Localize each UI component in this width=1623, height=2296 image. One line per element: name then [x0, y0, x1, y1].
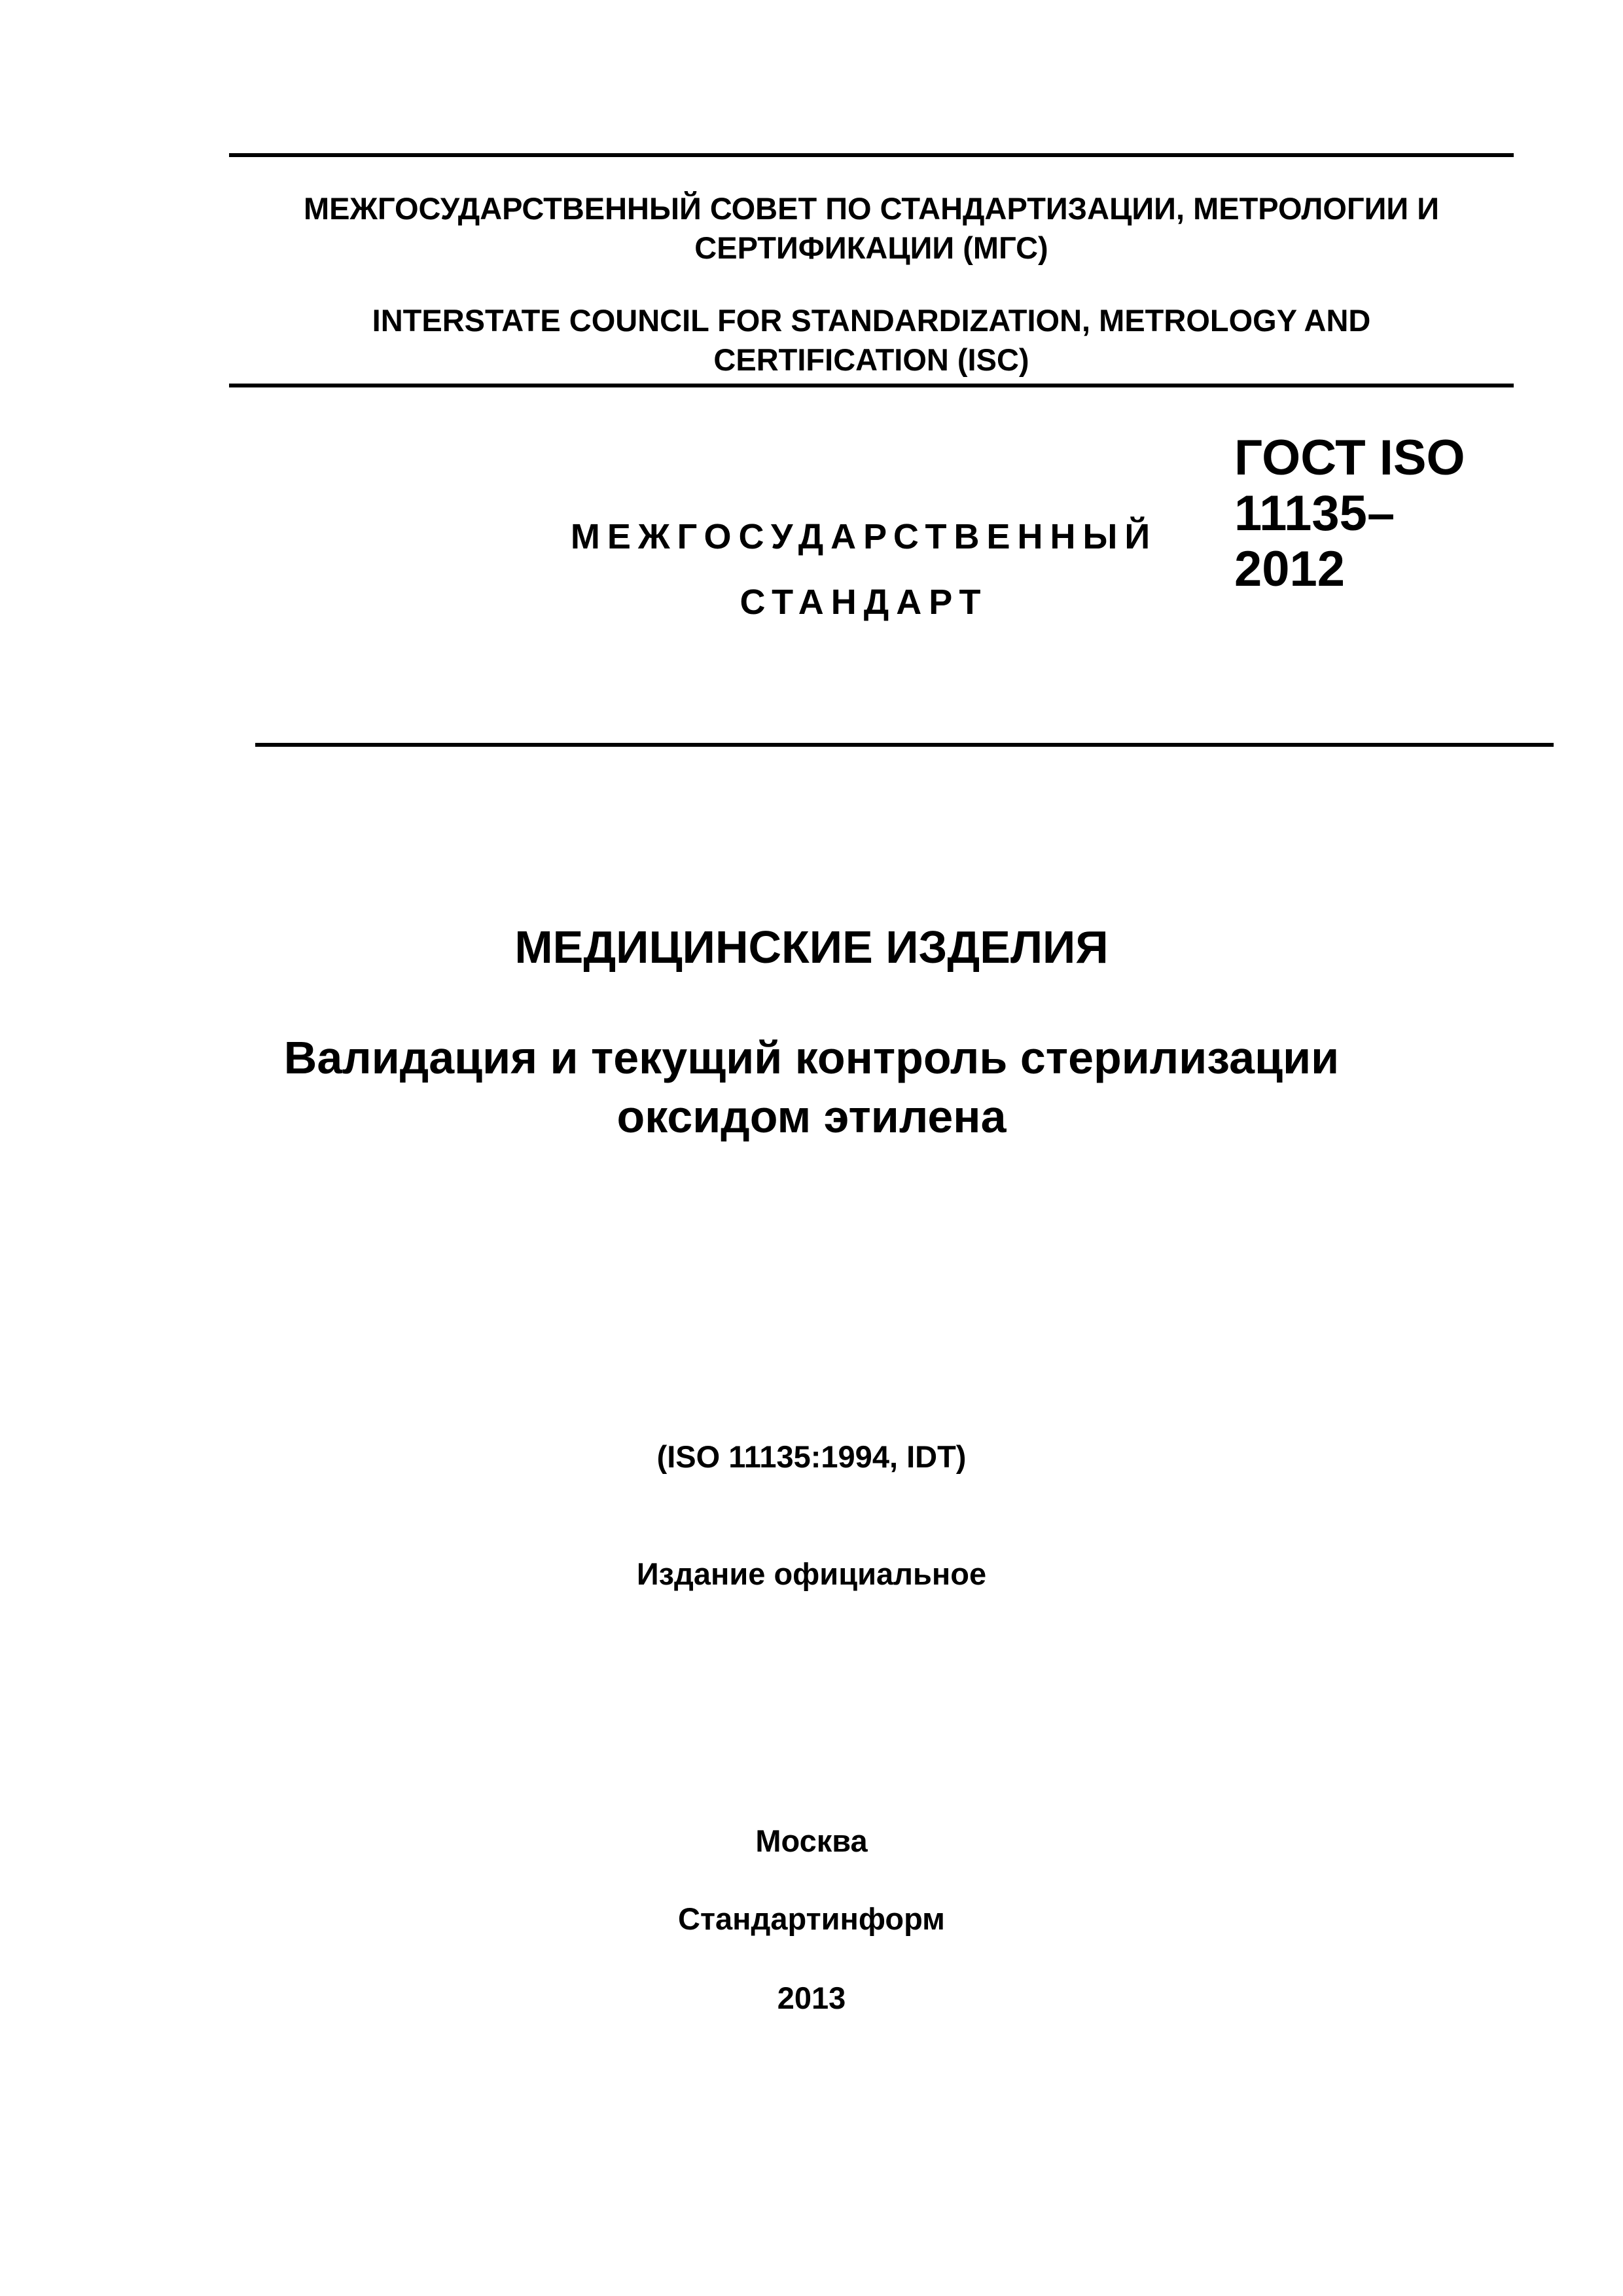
imprint-publisher: Стандартинформ [678, 1901, 945, 1936]
document-title: МЕДИЦИНСКИЕ ИЗДЕЛИЯ [514, 922, 1109, 973]
council-name-en [229, 301, 1514, 380]
designation-line-1: ГОСТ ISO [1234, 430, 1465, 486]
standard-kind-line-1: МЕЖГОСУДАРСТВЕННЫЙ [570, 517, 1158, 556]
header-bottom-rule [229, 384, 1514, 387]
top-rule [229, 153, 1514, 157]
council-name-en-line-2: CERTIFICATION (ISC) [713, 342, 1029, 377]
edition-note: Издание официальное [636, 1556, 987, 1591]
imprint-year: 2013 [777, 1981, 846, 2015]
document-subtitle-line-2: оксидом этилена [616, 1091, 1007, 1142]
document-subtitle [0, 1028, 1623, 1146]
imprint-city: Москва [755, 1823, 868, 1858]
council-name-ru-line-2: СЕРТИФИКАЦИИ (МГС) [694, 230, 1048, 265]
council-name-ru-line-1: МЕЖГОСУДАРСТВЕННЫЙ СОВЕТ ПО СТАНДАРТИЗАЦИИ, МЕТРОЛОГИИ И [304, 191, 1439, 226]
designation-line-2: 11135– [1234, 486, 1395, 541]
designation-line-3: 2012 [1234, 541, 1346, 597]
standard-kind-line-2: СТАНДАРТ [740, 583, 988, 622]
standard-kind [537, 504, 1191, 635]
council-name-en-line-1: INTERSTATE COUNCIL FOR STANDARDIZATION, METROLOGY AND [372, 303, 1371, 338]
standard-designation [1234, 430, 1535, 597]
council-name-ru [229, 189, 1514, 268]
iso-reference: (ISO 11135:1994, IDT) [656, 1439, 967, 1474]
document-subtitle-line-1: Валидация и текущий контроль стерилизации [283, 1032, 1340, 1083]
designation-rule [255, 743, 1554, 747]
